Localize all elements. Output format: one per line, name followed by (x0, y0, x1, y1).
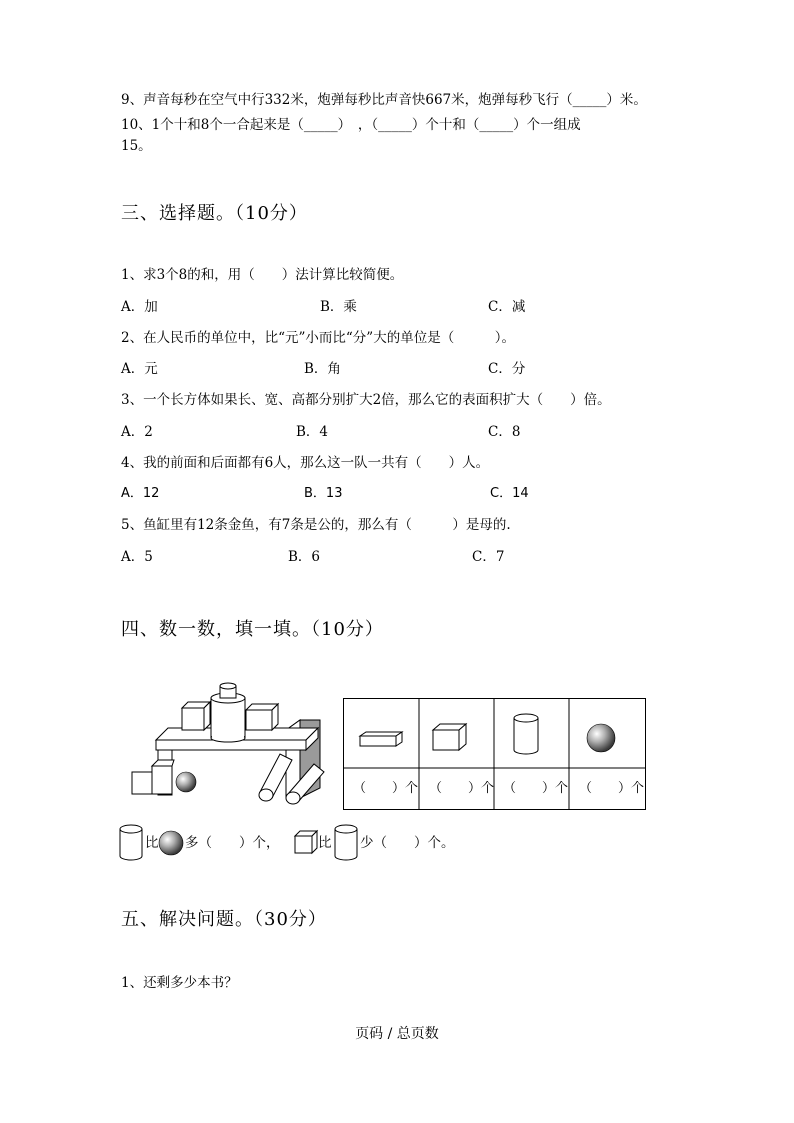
choice-2-option-a: A．元 (121, 361, 158, 377)
choice-2-option-c: C．分 (488, 361, 526, 377)
compare-cube-icon (293, 829, 319, 855)
count-sphere-blank: （ ）个 (579, 781, 645, 796)
problem-1: 1、还剩多少本书？ (121, 975, 238, 991)
question-10-line2: 15。 (121, 138, 152, 154)
compare-cylinder-icon (118, 824, 144, 862)
choice-5-option-a: A．5 (121, 549, 153, 565)
compare-bi-1: 比 (145, 835, 159, 851)
choice-2-option-b: B．角 (304, 361, 341, 377)
question-9: 9、声音每秒在空气中行332米，炮弹每秒比声音快667米，炮弹每秒飞行（_____）米。 (121, 92, 647, 108)
choice-question-2: 2、在人民币的单位中，比“元”小而比“分”大的单位是（ ）。 (121, 330, 515, 346)
compare-shao-text: 少（ ）个。 (360, 835, 455, 851)
question-10-line1: 10、1个十和8个一合起来是（_____） ，（_____）个十和（_____）个一组成 (121, 117, 581, 133)
choice-5-option-c: C．7 (472, 549, 505, 565)
choice-question-5: 5、鱼缸里有12条金鱼，有7条是公的，那么有（ ）是母的. (121, 517, 511, 533)
compare-duo-text: 多（ ）个， (185, 835, 280, 851)
choice-3-option-b: B．4 (296, 424, 329, 440)
choice-3-option-a: A．2 (121, 424, 153, 440)
section4-title: 四、数一数，填一填。（10分） (121, 619, 384, 640)
choice-1-option-b: B．乘 (320, 299, 357, 315)
choice-5-option-b: B．6 (288, 549, 321, 565)
choice-1-option-a: A．加 (121, 299, 158, 315)
choice-4-option-a: A．12 (121, 486, 160, 501)
choice-question-4: 4、我的前面和后面都有6人，那么这一队一共有（ ）人。 (121, 455, 490, 471)
cuboid-flat-icon (358, 730, 404, 750)
cylinder-icon (511, 712, 541, 756)
section3-title: 三、选择题。（10分） (121, 203, 308, 224)
compare-cylinder-icon-2 (333, 824, 359, 862)
page-footer: 页码 / 总页数 (355, 1026, 439, 1042)
choice-4-option-c: C．14 (490, 486, 529, 501)
blocks-structure-figure (128, 680, 328, 805)
count-cuboid-blank: （ ）个 (353, 781, 419, 796)
choice-1-option-c: C．减 (488, 299, 526, 315)
compare-sphere-icon (157, 829, 185, 857)
section5-title: 五、解决问题。（30分） (121, 909, 327, 930)
count-cube-blank: （ ）个 (429, 781, 495, 796)
choice-4-option-b: B．13 (304, 486, 343, 501)
choice-question-3: 3、一个长方体如果长、宽、高都分别扩大2倍，那么它的表面积扩大（ ）倍。 (121, 392, 611, 408)
compare-bi-2: 比 (318, 835, 332, 851)
cube-icon (431, 722, 469, 752)
sphere-icon (585, 722, 617, 754)
count-cylinder-blank: （ ）个 (503, 781, 569, 796)
choice-3-option-c: C．8 (488, 424, 521, 440)
choice-question-1: 1、求3个8的和，用（ ）法计算比较简便。 (121, 267, 404, 283)
